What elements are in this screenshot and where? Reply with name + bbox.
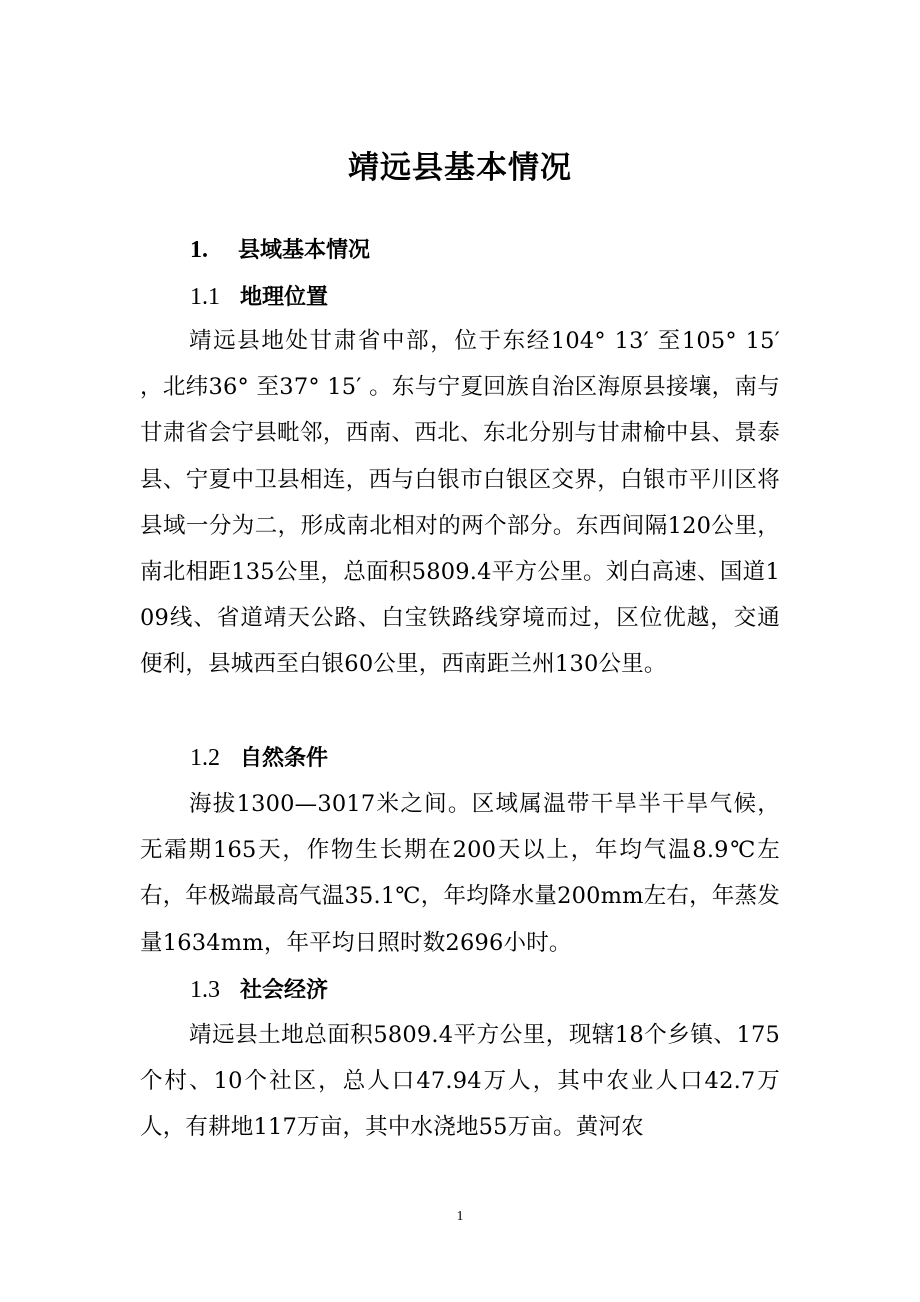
- section-title: 自然条件: [240, 746, 329, 771]
- section-number: 1.: [190, 237, 208, 263]
- section-heading-1: [190, 228, 370, 273]
- page-number: 1: [456, 1209, 464, 1224]
- section-heading-1-3: [190, 968, 328, 1013]
- section-number: 1.1: [190, 284, 220, 310]
- section-number: 1.3: [190, 977, 220, 1003]
- section-heading-1-1: [190, 275, 328, 320]
- section-title: 地理位置: [240, 285, 329, 310]
- paragraph-social-economy: 靖远县土地总面积5809.4平方公里，现辖18个乡镇、175个村、10个社区，总人口47.94万人，其中农业人口42.7万人，有耕地117万亩，其中水浇地55万亩。黄河农: [140, 1022, 780, 1141]
- section-heading-1-2: [190, 736, 328, 781]
- paragraph-natural-conditions: 海拔1300—3017米之间。区域属温带干旱半干旱气候，无霜期165天，作物生长期在200天以上，年均气温8.9℃左右，年极端最高气温35.1℃，年均降水量200mm左右，年蒸发量1634mm，年平均日照时数2696小时。: [140, 791, 780, 956]
- document-title: 靖远县基本情况: [348, 150, 572, 186]
- section-title: 县域基本情况: [238, 238, 371, 263]
- paragraph-geographic-location: 靖远县地处甘肃省中部，位于东经104° 13′ 至105° 15′ ，北纬36° 至37° 15′ 。东与宁夏回族自治区海原县接壤，南与甘肃省会宁县毗邻，西南、西北、东北分别与甘肃榆中县、景泰县、宁夏中卫县相连，西与白银市白银区交界，白银市平川区将县域一分为二，形成南北相对的两个部分。东西间隔120公里，南北相距135公里，总面积5809.4平方公里。刘白高速、国道109线、省道靖天公路、白宝铁路线穿境而过，区位优越，交通便利，县城西至白银60公里，西南距兰州130公里。: [140, 328, 780, 678]
- section-number: 1.2: [190, 745, 220, 771]
- section-title: 社会经济: [240, 978, 329, 1003]
